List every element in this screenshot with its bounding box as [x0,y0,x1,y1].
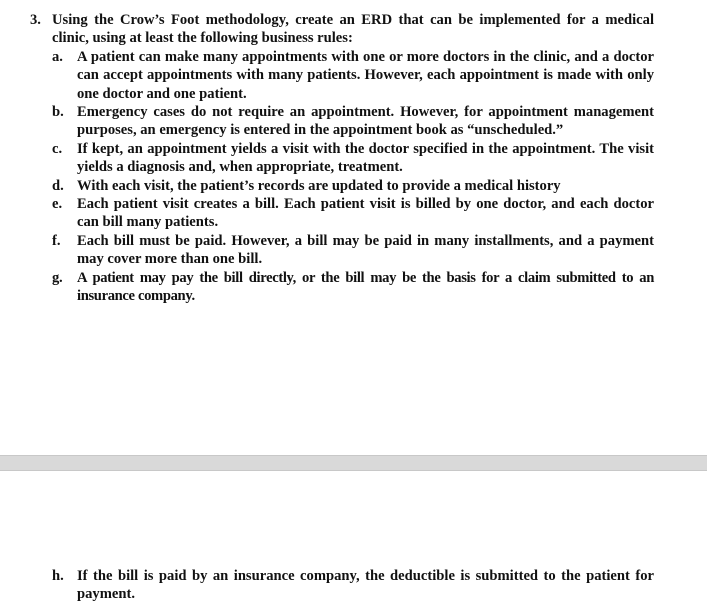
rule-text: With each visit, the patient’s records are updated to provide a medical history [77,177,561,194]
rule-letter: d. [52,177,64,194]
rule-item-e [30,195,654,232]
rule-letter: g. [52,269,63,286]
rule-item-b [30,103,654,140]
rule-item-f [30,232,654,269]
rule-text: Each bill must be paid. However, a bill may be paid in many installments, and a payment may cover more than one bill. [77,232,654,268]
rule-item-h [30,567,654,604]
rule-text: Each patient visit creates a bill. Each patient visit is billed by one doctor, and each doctor can bill many patients. [77,196,654,231]
rule-item-a [30,48,654,103]
rule-text: Emergency cases do not require an appointment. However, for appointment management purposes, an emergency is entered in the appointment book as “unscheduled.” [77,104,654,139]
rule-letter: e. [52,196,63,213]
question-3 [30,11,654,306]
business-rules-list [30,48,654,306]
rule-letter: f. [52,232,61,249]
rule-text: If the bill is paid by an insurance company, the deductible is submitted to the patient for payment. [77,568,654,603]
question-intro [30,11,654,48]
rule-letter: h. [52,568,64,584]
question-number: 3. [30,12,41,28]
rule-letter: c. [52,140,63,157]
question-intro-text: Using the Crow’s Foot methodology, create an ERD that can be implemented for a medical clinic, using at least the following business rules: [52,12,654,47]
rule-text: If kept, an appointment yields a visit with the doctor specified in the appointment. The visit yields a diagnosis and, when appropriate, treatment. [77,140,654,176]
rule-item-c [30,140,654,177]
rule-item-g [30,269,654,306]
rule-text: A patient may pay the bill directly, or the bill may be the basis for a claim submitted to an insurance company. [77,269,654,305]
rule-text: A patient can make many appointments with one or more doctors in the clinic, and a doctor can accept appointments with many patients. However, each appointment is made with only one doctor and one patient. [77,48,654,102]
document-page-2 [0,471,707,612]
rule-letter: b. [52,104,64,121]
page-break-separator [0,455,707,471]
rule-letter: a. [52,48,63,65]
rule-item-d [30,177,654,195]
